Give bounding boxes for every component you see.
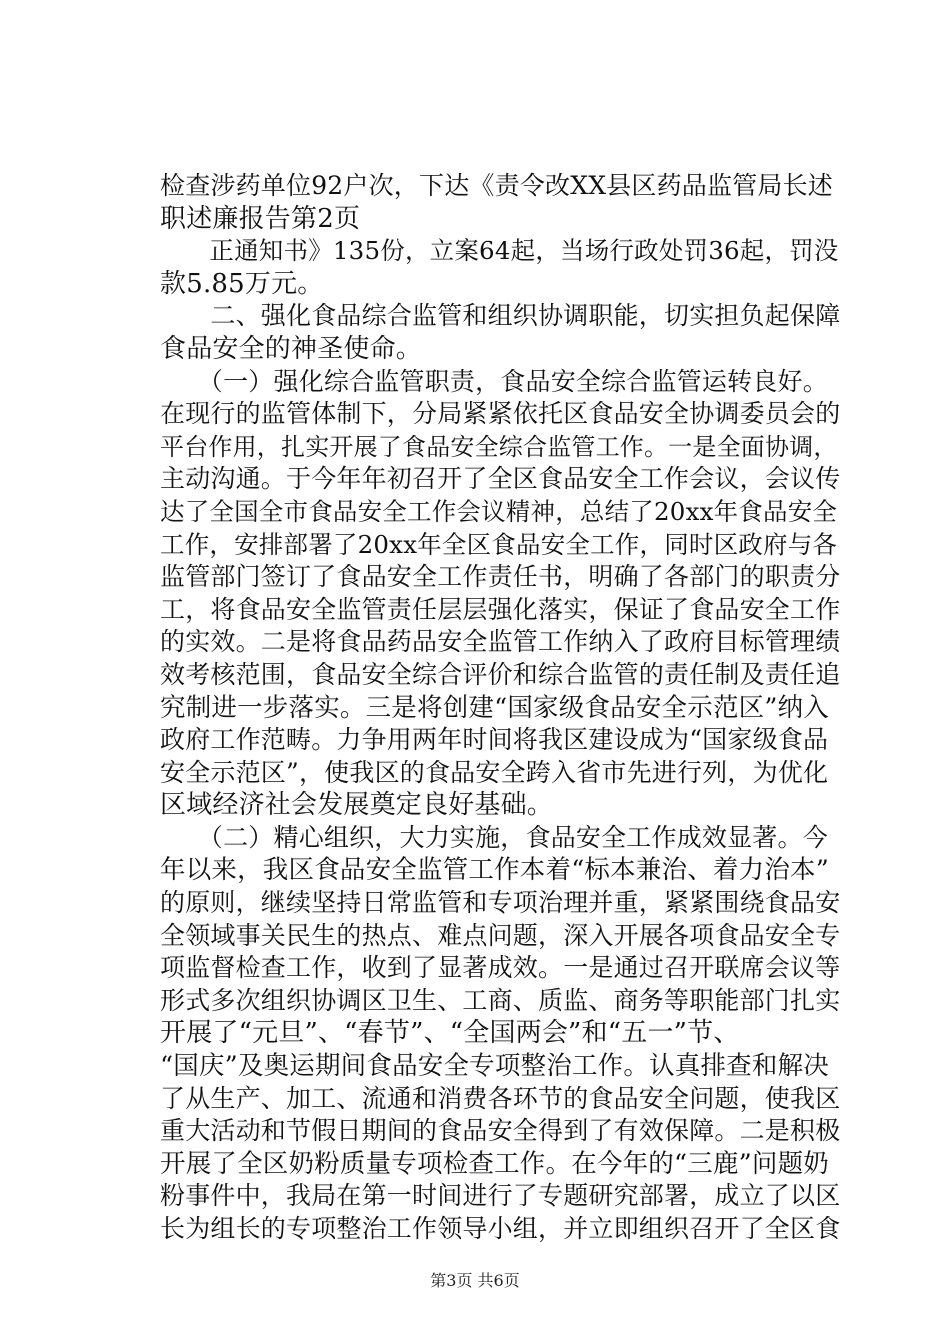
- text-line: 重大活动和节假日期间的食品安全得到了有效保障。二是积极: [160, 1116, 841, 1146]
- text-line: 开展了全区奶粉质量专项检查工作。在今年的“三鹿”问题奶: [160, 1148, 829, 1179]
- text-line: 工作，安排部署了20xx年全区食品安全工作，同时区政府与各: [160, 529, 838, 559]
- text-line: 安全示范区”，使我区的食品安全跨入省市先进行列，为优化: [160, 757, 829, 787]
- text-line: 的原则，继续坚持日常监管和专项治理并重，紧紧围绕食品安: [160, 888, 841, 918]
- text-line: 长为组长的专项整治工作领导小组，并立即组织召开了全区食: [160, 1214, 841, 1243]
- document-body: [160, 170, 840, 1246]
- text-line: 职述廉报告第2页: [160, 203, 361, 234]
- text-line: 效考核范围，食品安全综合评价和综合监管的责任制及责任追: [160, 659, 841, 689]
- text-line: 区域经济社会发展奠定良好基础。: [160, 790, 554, 821]
- text-line: 在现行的监管体制下，分局紧紧依托区食品安全协调委员会的: [160, 399, 841, 429]
- text-line: 粉事件中，我局在第一时间进行了专题研究部署，成立了以区: [160, 1181, 841, 1211]
- text-line: （二）精心组织，大力实施，食品安全工作成效显著。今: [160, 822, 828, 852]
- text-line: 全领域事关民生的热点、难点问题，深入开展各项食品安全专: [160, 920, 841, 950]
- text-line: 二、强化食品综合监管和组织协调职能，切实担负起保障: [160, 301, 841, 331]
- text-line: 项监督检查工作，收到了显著成效。一是通过召开联席会议等: [160, 953, 841, 983]
- page-footer: 第3页 共6页: [430, 1271, 520, 1290]
- text-line: 监管部门签订了食品安全工作责任书，明确了各部门的职责分: [160, 562, 841, 592]
- text-line: 政府工作范畴。力争用两年时间将我区建设成为“国家级食品: [160, 725, 829, 755]
- text-line: 达了全国全市食品安全工作会议精神，总结了20xx年食品安全: [160, 496, 838, 526]
- text-line: “国庆”及奥运期间食品安全专项整治工作。认真排查和解决: [160, 1051, 829, 1082]
- text-line: 正通知书》135份，立案64起，当场行政处罚36起，罚没: [160, 236, 839, 266]
- text-line: 工，将食品安全监管责任层层强化落实，保证了食品安全工作: [160, 594, 841, 624]
- text-line: 主动沟通。于今年年初召开了全区食品安全工作会议，会议传: [160, 464, 841, 494]
- text-line: 平台作用，扎实开展了食品安全综合监管工作。一是全面协调，: [160, 432, 838, 461]
- text-line: 的实效。二是将食品药品安全监管工作纳入了政府目标管理绩: [160, 627, 841, 657]
- text-line: 检查涉药单位92户次，下达《责令改XX县区药品监管局长述: [160, 171, 834, 200]
- text-line: （一）强化综合监管职责，食品安全综合监管运转良好。: [160, 366, 828, 396]
- text-line: 究制进一步落实。三是将创建“国家级食品安全示范区”纳入: [160, 692, 829, 723]
- text-line: 款5.85万元。: [160, 268, 324, 299]
- text-line: 年以来，我区食品安全监管工作本着“标本兼治、着力治本”: [160, 855, 829, 886]
- text-line: 食品安全的神圣使命。: [160, 333, 423, 364]
- text-line: 开展了“元旦”、“春节”、“全国两会”和“五一”节、: [160, 1018, 740, 1049]
- text-line: 形式多次组织协调区卫生、工商、质监、商务等职能部门扎实: [160, 985, 841, 1015]
- text-line: 了从生产、加工、流通和消费各环节的食品安全问题，使我区: [160, 1083, 841, 1113]
